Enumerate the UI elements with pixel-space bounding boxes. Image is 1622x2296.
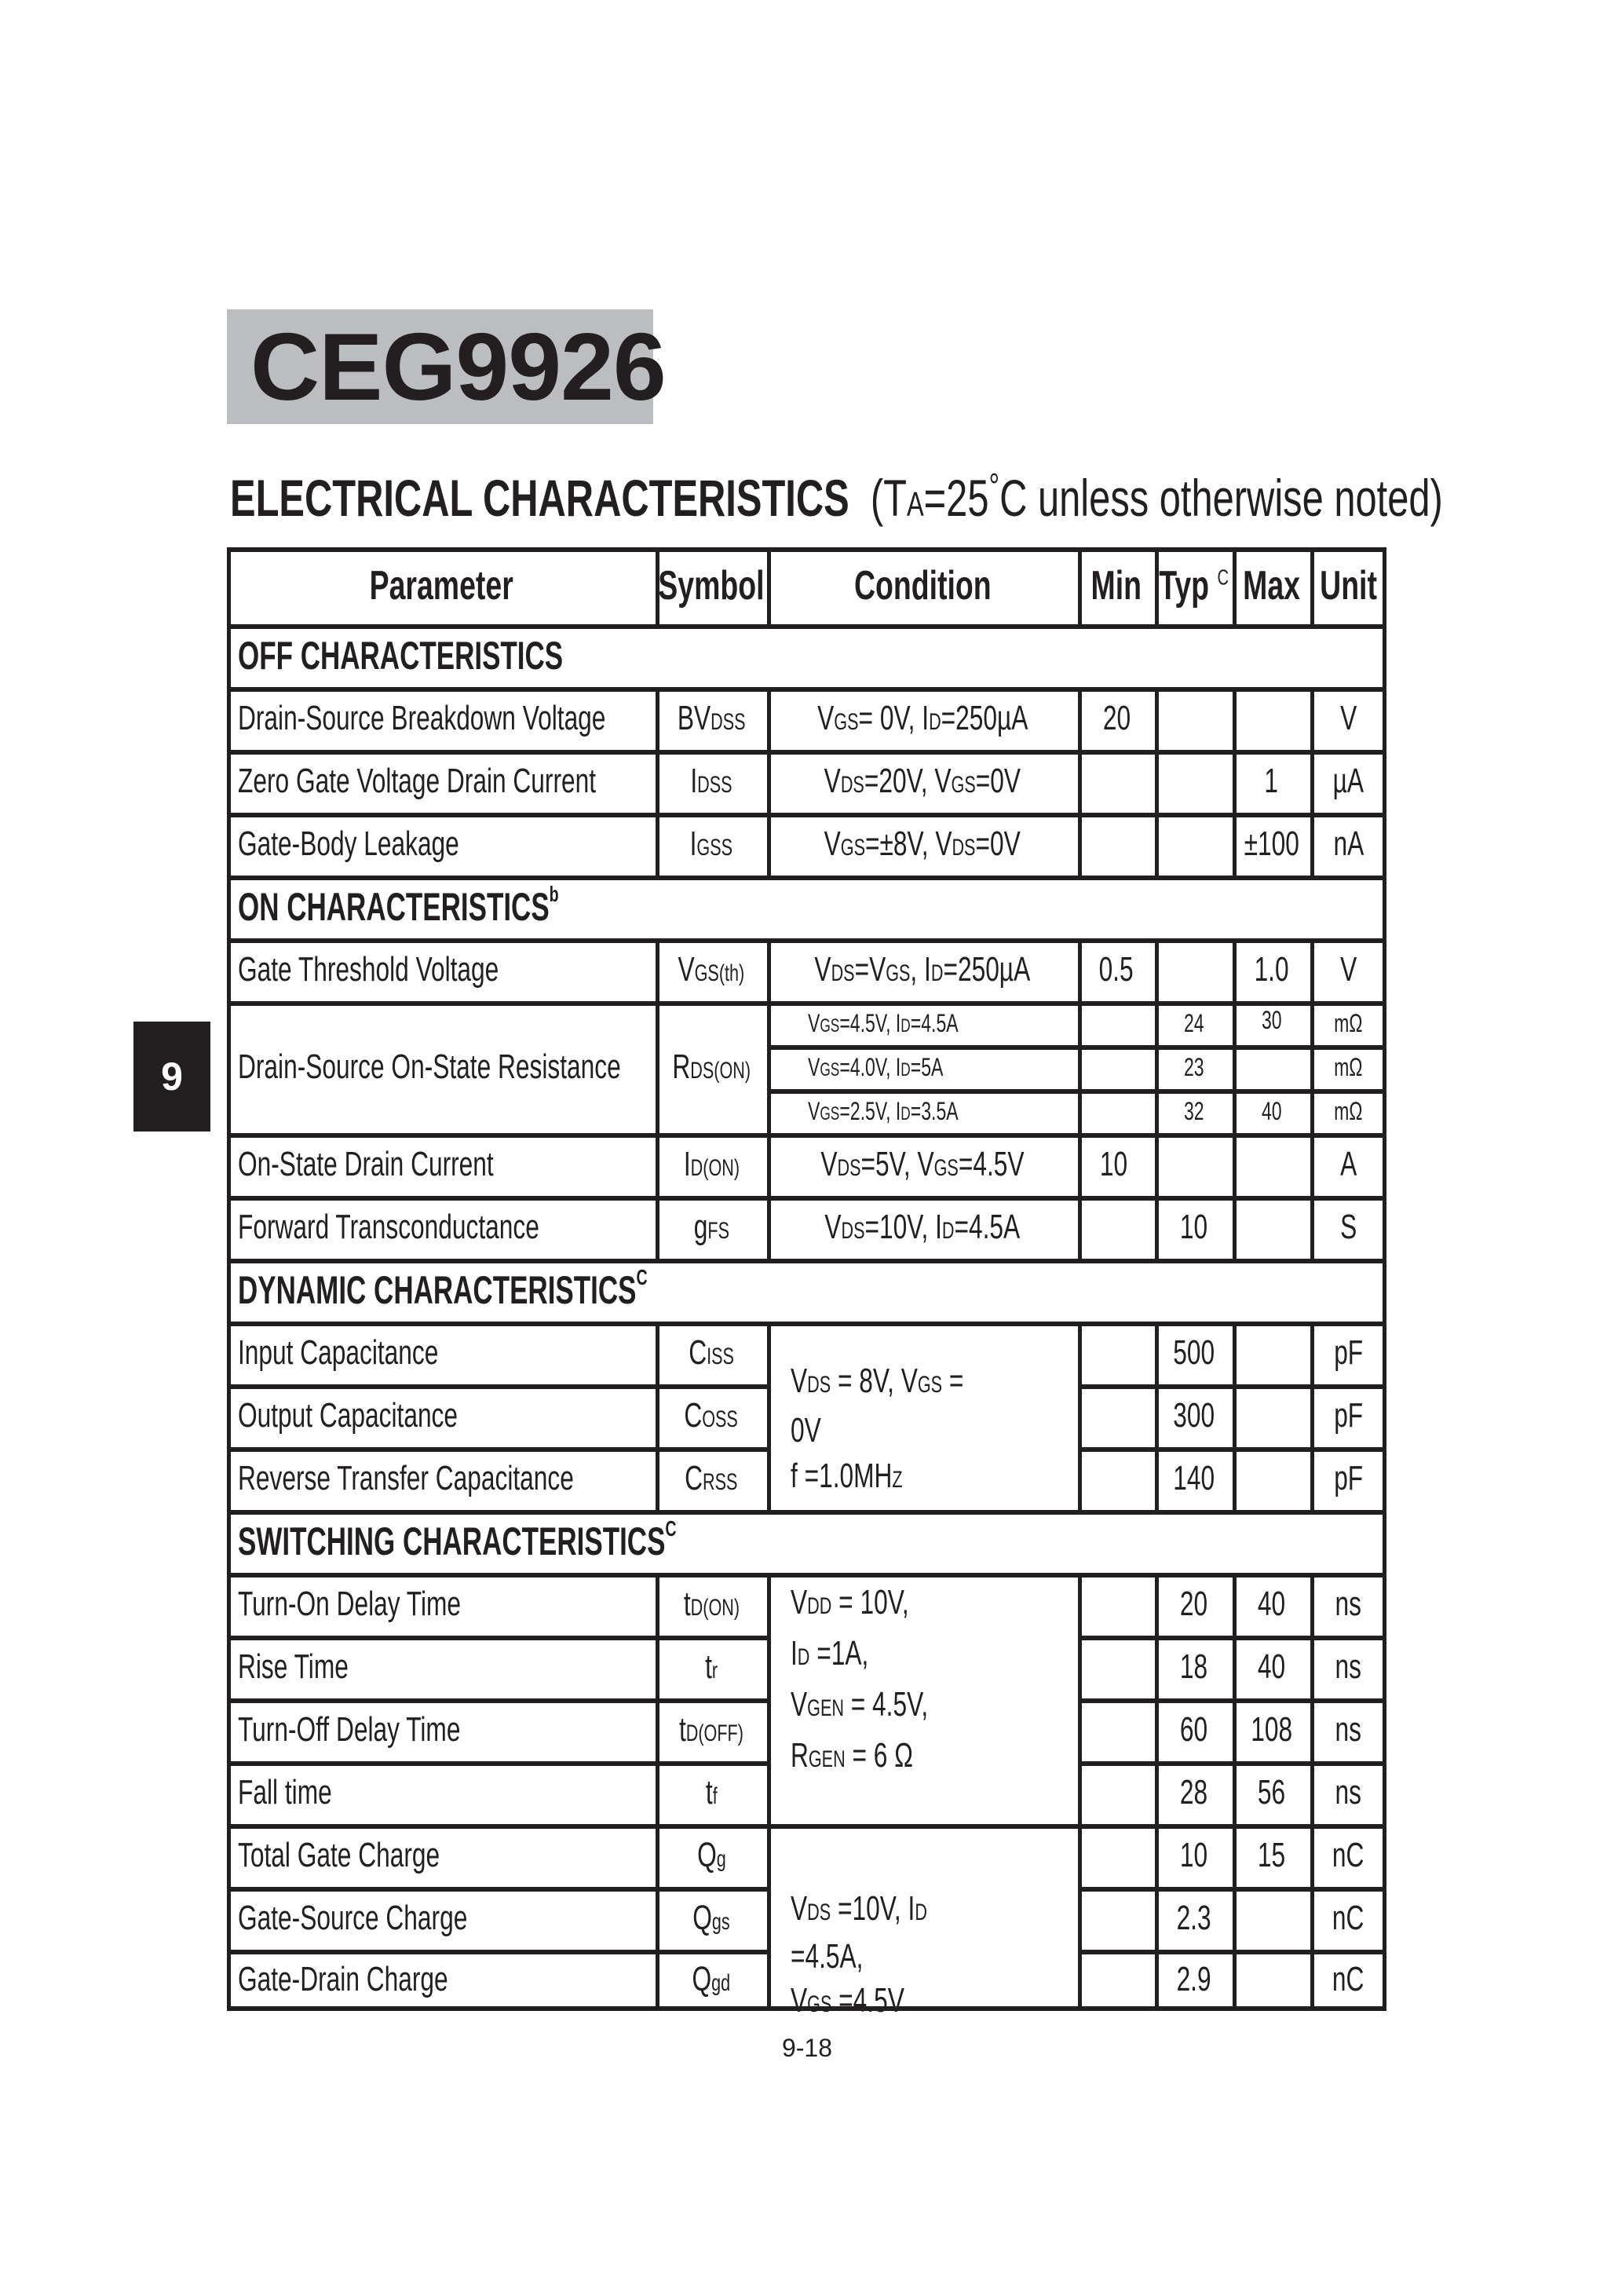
col-divider [767,1322,771,1512]
max-idss: 1 [1264,762,1279,800]
chapter-number: 9 [161,1055,183,1099]
max-vgsth: 1.0 [1254,950,1289,989]
param-ciss: Input Capacitance [238,1333,439,1372]
symbol-igss: IGSS [689,824,733,863]
unit-rdson-3: mΩ [1334,1096,1363,1125]
param-qg: Total Gate Charge [238,1836,440,1874]
symbol-crss: CRSS [685,1459,738,1497]
unit-igss: nA [1333,824,1364,863]
heading-main: ELECTRICAL CHARACTERISTICS [230,469,849,527]
col-divider [1078,1322,1082,1512]
unit-crss: pF [1334,1459,1363,1497]
param-tf: Fall time [238,1773,332,1812]
symbol-ciss: CISS [689,1333,734,1372]
unit-tdoff: ns [1335,1710,1362,1749]
param-vgsth: Gate Threshold Voltage [238,950,499,989]
unit-rdson-2: mΩ [1334,1052,1363,1081]
max-rdson-3: 40 [1261,1096,1282,1125]
param-qgs: Gate-Source Charge [238,1899,468,1937]
symbol-bvdss: BVDSS [677,699,746,737]
unit-qgd: nC [1332,1959,1364,1998]
param-igss: Gate-Body Leakage [238,824,459,863]
symbol-gfs: gFS [693,1208,729,1246]
max-tr: 40 [1257,1647,1286,1686]
typ-qgs: 2.3 [1176,1899,1211,1937]
col-divider [1155,687,1159,878]
section-off-characteristics: OFF CHARACTERISTICS [238,634,564,678]
unit-coss: pF [1334,1396,1363,1435]
condition-idon: VDS=5V, VGS=4.5V [820,1145,1025,1183]
header-condition: Condition [853,563,992,609]
unit-ciss: pF [1334,1333,1363,1372]
param-bvdss: Drain-Source Breakdown Voltage [238,699,606,737]
section-dynamic-characteristics: DYNAMIC $CHARACTERISTICS^C$ [238,1265,648,1312]
typ-coss: 300 [1173,1396,1215,1435]
min-idon: 10 [1099,1145,1127,1183]
unit-tdon: ns [1335,1585,1362,1623]
max-tf: 56 [1257,1773,1286,1812]
symbol-idon: ID(ON) [683,1145,740,1183]
header-unit: Unit [1320,563,1377,609]
header-parameter: Parameter [369,563,513,609]
param-coss: Output Capacitance [238,1396,458,1435]
symbol-rdson: RDS(ON) [672,1047,751,1086]
param-tdon: Turn-On Delay Time [238,1585,462,1623]
condition-rdson-2: VGS=4.0V, ID=5A [808,1052,944,1081]
param-qgd: Gate-Drain Charge [238,1959,448,1998]
max-rdson-1: 30 [1261,1005,1282,1034]
header-symbol: Symbol [658,563,765,609]
condition-switching: VDD = 10V, ID =1A, VGEN = 4.5V, RGEN = 6 Ω [791,1583,929,1775]
condition-capacitance: VDS = 8V, VGS = 0V f =1.0MHZ [791,1362,964,1495]
table-border-left [227,547,231,2011]
typ-qgd: 2.9 [1176,1959,1211,1998]
symbol-tr: tr [704,1647,718,1686]
param-idss: Zero Gate Voltage Drain Current [238,762,597,800]
unit-vgsth: V [1339,950,1357,989]
unit-tr: ns [1335,1647,1362,1686]
typ-tf: 28 [1179,1773,1208,1812]
typ-tdoff: 60 [1179,1710,1208,1749]
section-switching-characteristics: SWITCHING $CHARACTERISTICS^C$ [238,1516,677,1563]
min-bvdss: 20 [1102,699,1131,737]
max-tdoff: 108 [1251,1710,1292,1749]
typ-crss: 140 [1173,1459,1215,1497]
condition-igss: VGS=±8V, VDS=0V [824,824,1021,863]
max-igss: ±100 [1244,824,1299,863]
symbol-qg: Qg [696,1836,726,1874]
typ-gfs: 10 [1179,1208,1208,1246]
col-divider [1233,1322,1237,1512]
section-on-characteristics: ON CHARACTERISTICS$^b$ [238,882,559,929]
condition-gate-charge: VDS =10V, ID =4.5A, VGS =4.5V [791,1889,927,2020]
max-tdon: 40 [1257,1585,1286,1623]
typ-tr: 18 [1179,1647,1208,1686]
col-divider [1078,1573,1082,2011]
param-tdoff: Turn-Off Delay Time [238,1710,461,1749]
header-min: Min [1090,563,1142,609]
symbol-vgsth: VGS(th) [678,950,745,989]
condition-rdson-3: VGS=2.5V, ID=3.5A [808,1096,959,1125]
symbol-coss: COSS [684,1396,739,1435]
condition-idss: VDS=20V, VGS=0V [824,762,1021,800]
header-max: Max [1243,563,1300,609]
heading-condition: (TA=25°C unless otherwise noted) [870,466,1443,527]
typ-ciss: 500 [1173,1333,1215,1372]
unit-gfs: S [1339,1208,1357,1246]
param-idon: On-State Drain Current [238,1145,494,1183]
typ-rdson-3: 32 [1183,1096,1204,1125]
typ-tdon: 20 [1179,1585,1208,1623]
section-heading [230,466,1443,529]
min-vgsth: 0.5 [1098,950,1134,989]
unit-rdson-1: mΩ [1334,1008,1363,1037]
header-typ: Typ $^C$ [1159,563,1229,609]
unit-qg: nC [1332,1836,1364,1874]
typ-rdson-2: 23 [1183,1052,1204,1081]
symbol-idss: IDSS [690,762,732,800]
condition-gfs: VDS=10V, ID=4.5A [824,1208,1021,1246]
unit-idss: µA [1332,762,1364,800]
col-divider [767,1573,771,2011]
symbol-tdon: tD(ON) [683,1585,740,1623]
max-qg: 15 [1257,1836,1286,1874]
param-crss: Reverse Transfer Capacitance [238,1459,574,1497]
unit-tf: ns [1335,1773,1362,1812]
symbol-tf: tf [705,1773,718,1812]
condition-rdson-1: VGS=4.5V, ID=4.5A [808,1008,959,1037]
symbol-tdoff: tD(OFF) [679,1710,743,1749]
symbol-qgd: Qgd [692,1959,731,1998]
electrical-characteristics-table [227,547,1386,2020]
unit-idon: A [1339,1145,1357,1183]
typ-rdson-1: 24 [1183,1008,1204,1037]
param-gfs: Forward Transconductance [238,1208,539,1246]
chapter-tab [133,1022,210,1132]
part-number-banner [227,309,666,424]
unit-bvdss: V [1339,699,1357,737]
unit-qgs: nC [1332,1899,1364,1937]
condition-vgsth: VDS=VGS, ID=250µA [814,950,1031,989]
symbol-qgs: Qgs [692,1899,730,1937]
condition-bvdss: VGS= 0V, ID=250µA [816,699,1028,737]
page-number: 9-18 [781,2034,833,2062]
typ-qg: 10 [1179,1836,1208,1874]
param-rdson: Drain-Source On-State Resistance [238,1047,621,1086]
param-tr: Rise Time [238,1647,349,1686]
part-number-title: CEG9926 [250,313,666,420]
